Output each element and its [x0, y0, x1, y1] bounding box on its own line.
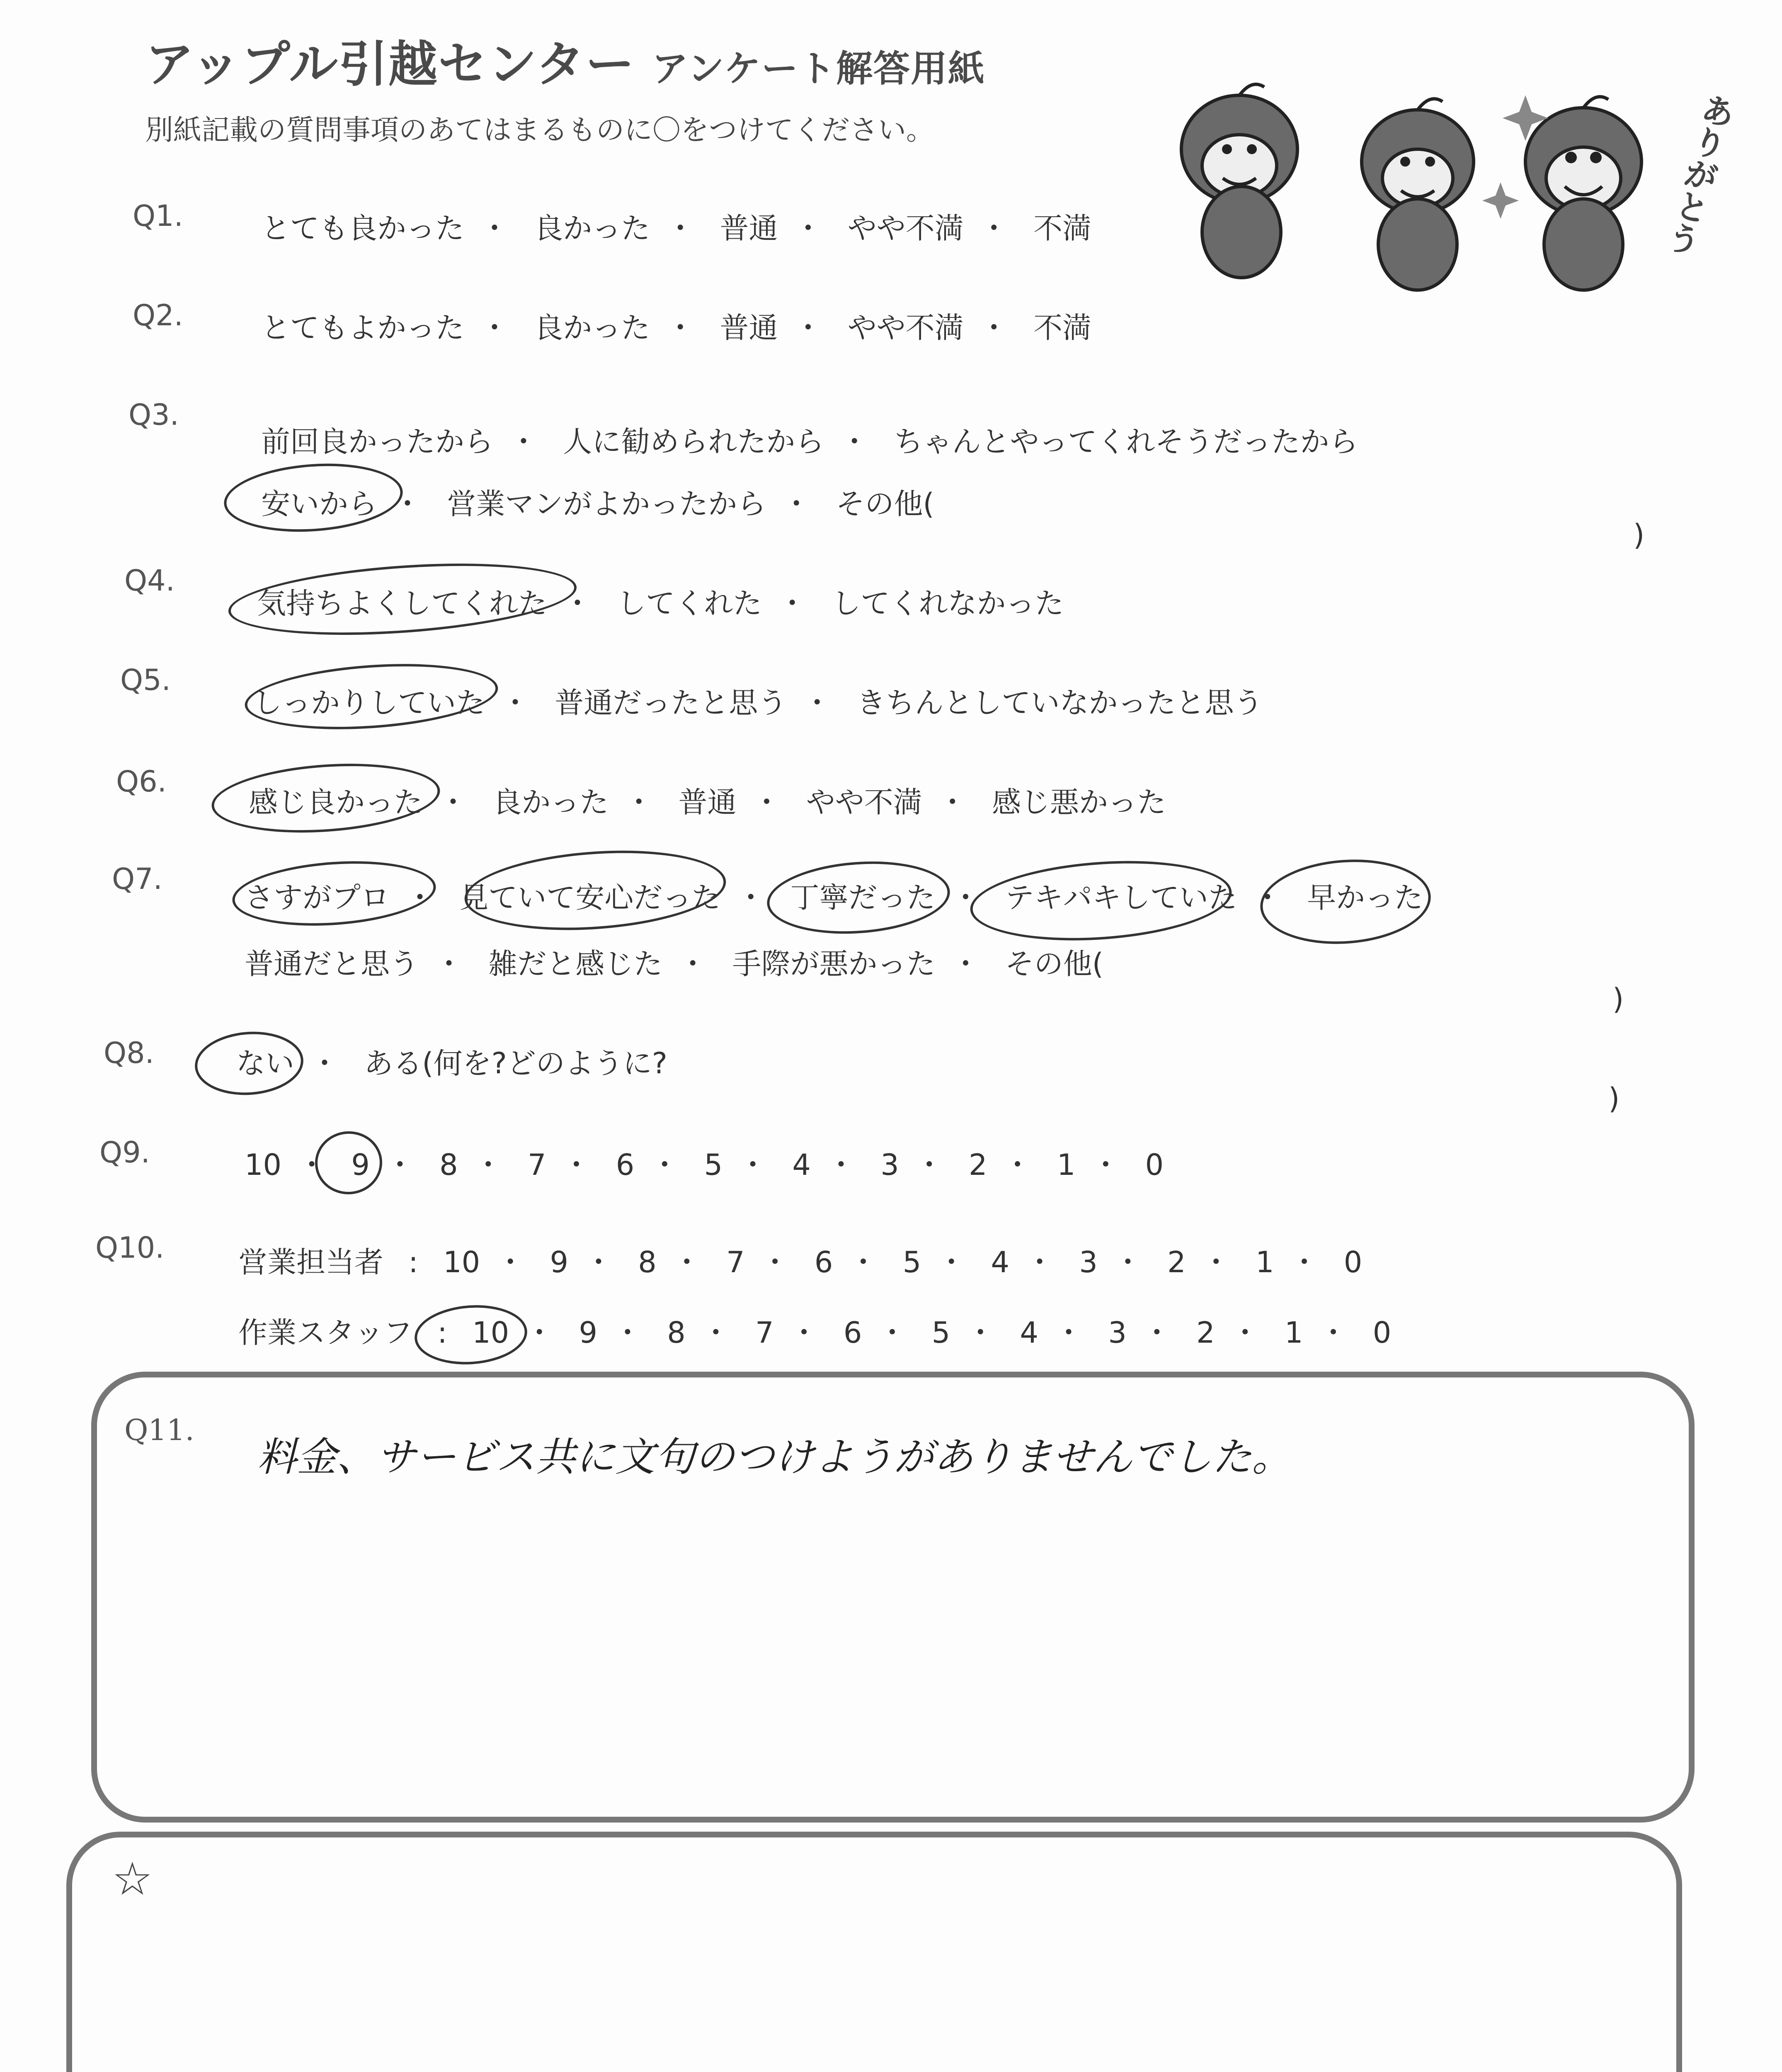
q3-close-paren: ) [1633, 518, 1645, 552]
q9-score-2[interactable]: 2 [969, 1148, 987, 1182]
q10-sales-label: 営業担当者 [238, 1245, 383, 1279]
q2-option-4[interactable]: やや不満 [847, 311, 964, 345]
q4-label: Q4. [124, 564, 175, 598]
q7-option-3[interactable]: 丁寧だった [790, 881, 936, 915]
q4-option-1[interactable]: 気持ちよくしてくれた [257, 586, 547, 620]
q6-options: 感じ良かった ・ 良かった ・ 普通 ・ やや不満 ・ 感じ悪かった [249, 785, 1166, 819]
q10-staff-1[interactable]: 1 [1284, 1316, 1303, 1350]
q3-label: Q3. [128, 398, 179, 432]
q1-option-3[interactable]: 普通 [720, 211, 778, 245]
q10-staff-4[interactable]: 4 [1020, 1316, 1039, 1350]
q7-options-line1: さすがプロ ・ 見ていて安心だった ・ 丁寧だった ・ テキパキしていた ・ 早かった [245, 881, 1423, 915]
q9-score-1[interactable]: 1 [1057, 1148, 1076, 1182]
q4-option-2[interactable]: してくれた [617, 586, 762, 620]
q10-staff-7[interactable]: 7 [755, 1316, 774, 1350]
q10-staff-9[interactable]: 9 [579, 1316, 598, 1350]
instruction-text: 別紙記載の質問事項のあてはまるものに〇をつけてください。 [145, 114, 935, 147]
q3-options-line2: 安いから ・ 営業マンがよかったから ・ その他( [261, 487, 934, 521]
q10-sales-10[interactable]: 10 [443, 1245, 480, 1279]
q7-selection-circle-5 [1257, 854, 1433, 949]
q10-staff-5[interactable]: 5 [931, 1316, 950, 1350]
q3-option-5[interactable]: 営業マンがよかったから [447, 487, 766, 521]
q2-option-3[interactable]: 普通 [720, 311, 778, 345]
q2-label: Q2. [133, 298, 183, 332]
q10-staff-colon: : [437, 1316, 447, 1350]
q9-score-0[interactable]: 0 [1145, 1148, 1164, 1182]
q10-sales-7[interactable]: 7 [726, 1245, 745, 1279]
q3-option-2[interactable]: 人に勧められたから [563, 425, 824, 459]
q7-close-paren: ) [1612, 982, 1624, 1016]
q8-option-none[interactable]: ない [236, 1046, 294, 1080]
q6-option-2[interactable]: 良かった [492, 785, 609, 819]
q3-selection-circle [222, 458, 405, 537]
q9-selection-circle [313, 1129, 384, 1197]
comment-box[interactable] [66, 1832, 1682, 2072]
q2-options: とてもよかった ・ 良かった ・ 普通 ・ やや不満 ・ 不満 [261, 311, 1092, 345]
q5-label: Q5. [120, 663, 171, 697]
q6-label: Q6. [116, 765, 167, 799]
q7-option-other[interactable]: その他( [1005, 947, 1104, 981]
q1-option-4[interactable]: やや不満 [847, 211, 964, 245]
q10-staff-2[interactable]: 2 [1196, 1316, 1215, 1350]
q11-handwritten-answer: 料金、サービス共に文句のつけようがありませんでした。 [257, 1434, 1292, 1480]
q7-option-8[interactable]: 手際が悪かった [732, 947, 936, 981]
q9-score-3[interactable]: 3 [880, 1148, 899, 1182]
q9-score-5[interactable]: 5 [704, 1148, 723, 1182]
monkey-mascot-icon [1161, 79, 1700, 311]
q7-option-7[interactable]: 雑だと感じた [488, 947, 663, 981]
q4-option-3[interactable]: してくれなかった [832, 586, 1064, 620]
q8-close-paren: ) [1608, 1082, 1620, 1116]
q11-label: Q11. [124, 1413, 194, 1447]
q10-label: Q10. [95, 1231, 165, 1265]
q9-score-8[interactable]: 8 [439, 1148, 458, 1182]
star-icon: ☆ [112, 1852, 153, 1905]
company-name: アップル引越センター [145, 36, 635, 93]
q6-selection-circle [209, 757, 442, 840]
q9-label: Q9. [99, 1135, 150, 1169]
q8-label: Q8. [104, 1036, 154, 1070]
q5-option-1[interactable]: しっかりしていた [253, 686, 485, 720]
q10-staff-6[interactable]: 6 [843, 1316, 862, 1350]
q3-option-1[interactable]: 前回良かったから [261, 425, 493, 459]
q2-option-2[interactable]: 良かった [534, 311, 650, 345]
q7-selection-circle-2 [462, 842, 729, 938]
q10-sales-3[interactable]: 3 [1079, 1245, 1098, 1279]
q7-option-5[interactable]: 早かった [1307, 881, 1423, 915]
q10-sales-2[interactable]: 2 [1167, 1245, 1186, 1279]
q1-options: とても良かった ・ 良かった ・ 普通 ・ やや不満 ・ 不満 [261, 211, 1092, 245]
q3-option-4[interactable]: 安いから [261, 487, 377, 521]
form-subtitle: アンケート解答用紙 [652, 47, 986, 90]
q7-option-1[interactable]: さすがプロ [245, 881, 390, 915]
q9-score-6[interactable]: 6 [616, 1148, 635, 1182]
q7-option-2[interactable]: 見ていて安心だった [459, 881, 721, 915]
q7-options-line2: 普通だと思う ・ 雑だと感じた ・ 手際が悪かった ・ その他( [245, 947, 1104, 981]
q6-option-4[interactable]: やや不満 [806, 785, 922, 819]
q1-option-1[interactable]: とても良かった [261, 211, 464, 245]
q6-option-3[interactable]: 普通 [678, 785, 737, 819]
q10-sales-1[interactable]: 1 [1255, 1245, 1274, 1279]
q9-scale: 10 ・ 9 ・ 8 ・ 7 ・ 6 ・ 5 ・ 4 ・ 3 ・ 2 ・ 1 ・ 0 [245, 1148, 1164, 1182]
q3-option-3[interactable]: ちゃんとやってくれそうだったから [894, 425, 1358, 459]
q10-staff-0[interactable]: 0 [1372, 1316, 1392, 1350]
q10-staff-8[interactable]: 8 [667, 1316, 686, 1350]
q9-score-10[interactable]: 10 [245, 1148, 282, 1182]
q10-sales-9[interactable]: 9 [550, 1245, 569, 1279]
form-title [145, 25, 985, 95]
q1-option-2[interactable]: 良かった [534, 211, 650, 245]
q7-option-4[interactable]: テキパキしていた [1005, 881, 1237, 915]
q6-option-1[interactable]: 感じ良かった [249, 785, 423, 819]
q9-score-4[interactable]: 4 [792, 1148, 811, 1182]
q10-staff-label: 作業スタッフ [238, 1316, 412, 1350]
q7-option-6[interactable]: 普通だと思う [245, 947, 419, 981]
q7-selection-circle-4 [967, 853, 1234, 949]
q10-sales-5[interactable]: 5 [902, 1245, 921, 1279]
q3-options-line1: 前回良かったから ・ 人に勧められたから ・ ちゃんとやってくれそうだったから [261, 425, 1358, 459]
q7-selection-circle-3 [765, 856, 953, 939]
mascot-caption: ありがとう [1658, 89, 1739, 259]
q9-score-7[interactable]: 7 [527, 1148, 546, 1182]
q10-staff-3[interactable]: 3 [1108, 1316, 1127, 1350]
q4-options: 気持ちよくしてくれた ・ してくれた ・ してくれなかった [257, 586, 1064, 620]
q3-option-other[interactable]: その他( [836, 487, 934, 521]
q10-sales-0[interactable]: 0 [1343, 1245, 1363, 1279]
q5-option-3[interactable]: きちんとしていなかったと思う [856, 686, 1263, 720]
q2-option-1[interactable]: とてもよかった [261, 311, 464, 345]
q9-score-9[interactable]: 9 [351, 1148, 370, 1182]
q10-sales-colon: : [408, 1245, 418, 1279]
q6-option-5[interactable]: 感じ悪かった [992, 785, 1166, 819]
q2-option-5[interactable]: 不満 [1033, 311, 1092, 345]
q5-options: しっかりしていた ・ 普通だったと思う ・ きちんとしていなかったと思う [253, 686, 1263, 720]
q1-option-5[interactable]: 不満 [1033, 211, 1092, 245]
q1-label: Q1. [133, 199, 183, 233]
q8-selection-circle [193, 1028, 305, 1099]
q5-option-2[interactable]: 普通だったと思う [555, 686, 787, 720]
q8-options: ない ・ ある(何を?どのように? [236, 1046, 667, 1080]
q10-staff-row: 作業スタッフ : 10 ・ 9 ・ 8 ・ 7 ・ 6 ・ 5 ・ 4 ・ 3 ・ 2 ・ 1 ・ 0 [238, 1316, 1392, 1350]
q10-sales-6[interactable]: 6 [814, 1245, 833, 1279]
q10-staff-10[interactable]: 10 [472, 1316, 509, 1350]
q7-label: Q7. [112, 862, 162, 896]
q8-option-some[interactable]: ある(何を?どのように? [364, 1046, 667, 1080]
q5-selection-circle [242, 656, 500, 737]
q10-sales-4[interactable]: 4 [991, 1245, 1010, 1279]
q10-sales-row: 営業担当者 : 10 ・ 9 ・ 8 ・ 7 ・ 6 ・ 5 ・ 4 ・ 3 ・ 2 ・ 1 ・ 0 [238, 1245, 1363, 1279]
q10-sales-8[interactable]: 8 [638, 1245, 657, 1279]
q4-selection-circle [226, 554, 579, 645]
q7-selection-circle-1 [230, 855, 438, 932]
